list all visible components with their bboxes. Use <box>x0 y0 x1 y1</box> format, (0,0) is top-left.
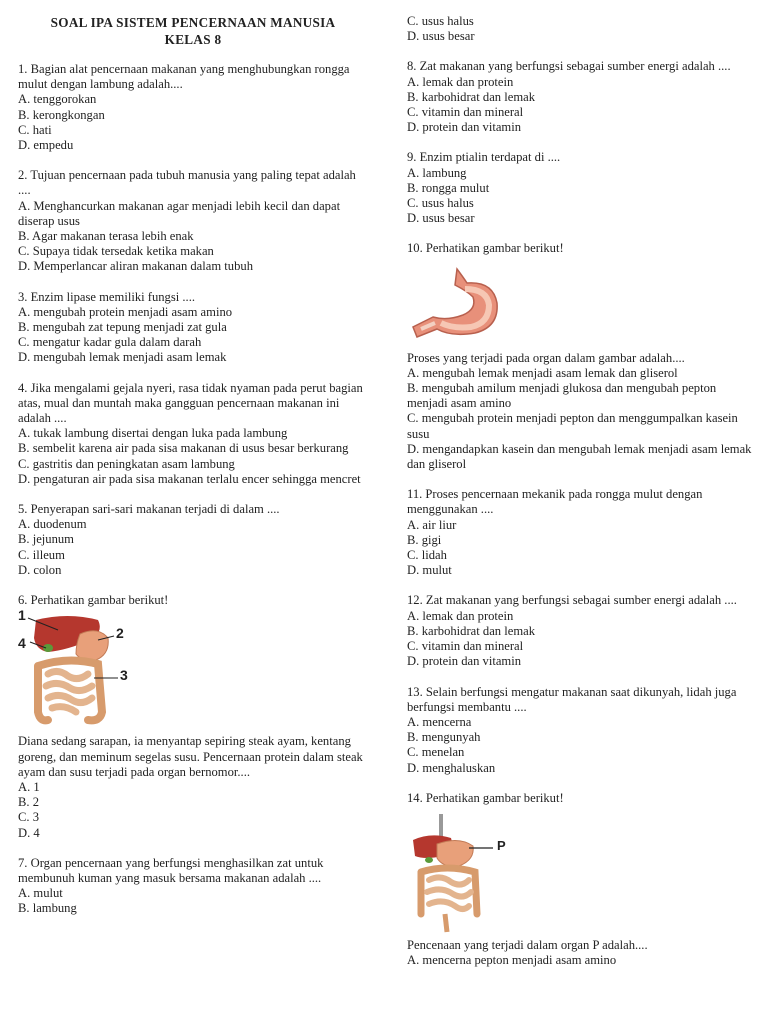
option-b: B. karbohidrat dan lemak <box>407 89 535 104</box>
question-12 <box>407 593 752 669</box>
question-6 <box>18 593 368 841</box>
option-d: D. pengaturan air pada sisa makanan terlalu encer sehingga mencret <box>18 471 361 486</box>
option-a: A. mencerna pepton menjadi asam amino <box>407 953 617 968</box>
question-stem: 10. Perhatikan gambar berikut! <box>407 241 564 256</box>
left-column <box>18 14 368 932</box>
question-2 <box>18 168 368 274</box>
option-b: B. lambung <box>18 901 77 916</box>
figure-label-1: 1 <box>18 607 26 624</box>
option-b: B. kerongkongan <box>18 107 105 122</box>
option-a: A. mencerna <box>407 714 472 729</box>
option-d: D. usus besar <box>407 211 475 226</box>
option-b: B. karbohidrat dan lemak <box>407 623 535 638</box>
rectum-shape <box>445 914 447 932</box>
option-d: D. protein dan vitamin <box>407 120 522 135</box>
option-d: D. colon <box>18 562 62 577</box>
option-a: A. mengubah lemak menjadi asam lemak dan gliserol <box>407 365 678 380</box>
option-a: A. 1 <box>18 779 40 794</box>
small-intestine-shape <box>46 672 92 713</box>
question-stem: 3. Enzim lipase memiliki fungsi .... <box>18 289 195 304</box>
option-a: A. air liur <box>407 517 457 532</box>
question-stem: 8. Zat makanan yang berfungsi sebagai sumber energi adalah .... <box>407 59 731 74</box>
option-d: D. empedu <box>18 138 74 153</box>
question-1 <box>18 62 368 153</box>
option-b: B. jejunum <box>18 532 74 547</box>
digestive-organs-illustration <box>18 612 158 730</box>
option-a: A. lambung <box>407 165 467 180</box>
title-line-2: KELAS 8 <box>164 32 222 47</box>
gallbladder-shape <box>425 857 433 863</box>
question-10 <box>407 241 752 472</box>
option-d: D. mengubah lemak menjadi asam lemak <box>18 350 227 365</box>
option-d: D. menghaluskan <box>407 760 496 775</box>
title-line-1: SOAL IPA SISTEM PENCERNAAN MANUSIA <box>50 15 336 30</box>
option-a: A. lemak dan protein <box>407 74 514 89</box>
question-4 <box>18 381 368 487</box>
small-intestine-shape <box>427 877 471 909</box>
question-8 <box>407 59 752 135</box>
option-c: C. illeum <box>18 547 65 562</box>
question-stem: 12. Zat makanan yang berfungsi sebagai sumber energi adalah .... <box>407 593 737 608</box>
option-c: C. mengubah protein menjadi pepton dan menggumpalkan kasein susu <box>407 411 738 441</box>
option-a: A. tukak lambung disertai dengan luka pada lambung <box>18 426 288 441</box>
option-d: D. protein dan vitamin <box>407 654 522 669</box>
digestive-system-figure-p <box>407 814 527 934</box>
question-3 <box>18 290 368 366</box>
option-c: C. vitamin dan mineral <box>407 105 524 120</box>
option-a: A. tenggorokan <box>18 92 97 107</box>
question-14 <box>407 791 752 969</box>
figure-label-p: P <box>497 837 506 853</box>
option-b: B. mengubah amilum menjadi glukosa dan mengubah pepton menjadi asam amino <box>407 381 717 411</box>
question-stem: 14. Perhatikan gambar berikut! <box>407 790 564 805</box>
option-c: C. menelan <box>407 745 465 760</box>
question-stem: 4. Jika mengalami gejala nyeri, rasa tidak nyaman pada perut bagian atas, mual dan muntah maka gangguan pencernaan makanan ini adalah .... <box>18 380 363 426</box>
question-text: Proses yang terjadi pada organ dalam gambar adalah.... <box>407 350 685 365</box>
question-stem: 2. Tujuan pencernaan pada tubuh manusia yang paling tepat adalah .... <box>18 168 356 198</box>
document-title <box>18 14 368 48</box>
figure-label-2: 2 <box>116 625 124 642</box>
option-a: A. mulut <box>18 886 63 901</box>
option-a: A. mengubah protein menjadi asam amino <box>18 304 233 319</box>
option-c: C. usus halus <box>407 14 474 28</box>
digestive-organs-p-illustration <box>407 814 527 934</box>
option-d: D. Memperlancar aliran makanan dalam tubuh <box>18 259 253 274</box>
option-c: C. lidah <box>407 548 447 563</box>
question-7 <box>18 856 368 917</box>
question-text: Diana sedang sarapan, ia menyantap sepiring steak ayam, kentang goreng, dan meminum segelas susu. Pencernaan protein dalam steak ayam dan susu terjadi pada organ bernomor.... <box>18 734 363 779</box>
option-b: B. rongga mulut <box>407 180 490 195</box>
question-stem: 7. Organ pencernaan yang berfungsi menghasilkan zat untuk membunuh kuman yang masuk bersama makanan adalah .... <box>18 855 324 885</box>
question-stem: 9. Enzim ptialin terdapat di .... <box>407 150 561 165</box>
option-b: B. gigi <box>407 532 442 547</box>
option-c: C. mengatur kadar gula dalam darah <box>18 335 202 350</box>
option-d: D. mengandapkan kasein dan mengubah lemak menjadi asam lemak dan gliserol <box>407 441 752 472</box>
option-a: A. duodenum <box>18 517 87 532</box>
digestive-system-figure <box>18 607 158 730</box>
question-stem: 6. Perhatikan gambar berikut! <box>18 593 169 608</box>
question-stem: 11. Proses pencernaan mekanik pada rongga mulut dengan menggunakan .... <box>407 487 703 517</box>
option-a: A. Menghancurkan makanan agar menjadi lebih kecil dan dapat diserap usus <box>18 198 341 228</box>
right-column <box>407 14 752 983</box>
option-b: B. mengubah zat tepung menjadi zat gula <box>18 320 227 335</box>
question-5 <box>18 502 368 578</box>
option-d: D. usus besar <box>407 29 475 44</box>
stomach-figure <box>407 267 507 347</box>
option-b: B. sembelit karena air pada sisa makanan di usus besar berkurang <box>18 441 349 456</box>
option-b: B. 2 <box>18 795 39 810</box>
option-a: A. lemak dan protein <box>407 608 514 623</box>
option-b: B. Agar makanan terasa lebih enak <box>18 229 194 244</box>
figure-label-4: 4 <box>18 635 26 652</box>
question-9 <box>407 150 752 226</box>
question-text: Pencenaan yang terjadi dalam organ P adalah.... <box>407 937 648 952</box>
stomach-cross-section-illustration <box>407 267 507 347</box>
stomach-shape <box>437 840 473 866</box>
option-d: D. mulut <box>407 563 452 578</box>
option-c: C. Supaya tidak tersedak ketika makan <box>18 244 214 259</box>
option-c: C. 3 <box>18 810 39 825</box>
option-c: C. usus halus <box>407 196 474 211</box>
option-c: C. gastritis dan peningkatan asam lambung <box>18 456 235 471</box>
question-stem: 5. Penyerapan sari-sari makanan terjadi di dalam .... <box>18 502 280 517</box>
question-7-continued <box>407 14 752 44</box>
option-c: C. vitamin dan mineral <box>407 639 524 654</box>
question-stem: 13. Selain berfungsi mengatur makanan saat dikunyah, lidah juga berfungsi membantu .... <box>407 684 737 714</box>
figure-label-3: 3 <box>120 667 128 684</box>
question-13 <box>407 685 752 776</box>
option-d: D. 4 <box>18 825 40 840</box>
stomach-shape <box>76 631 108 661</box>
gallbladder-shape <box>43 644 53 652</box>
question-11 <box>407 487 752 578</box>
option-c: C. hati <box>18 122 52 137</box>
question-stem: 1. Bagian alat pencernaan makanan yang menghubungkan rongga mulut dengan lambung adalah.... <box>18 62 350 92</box>
option-b: B. mengunyah <box>407 730 481 745</box>
